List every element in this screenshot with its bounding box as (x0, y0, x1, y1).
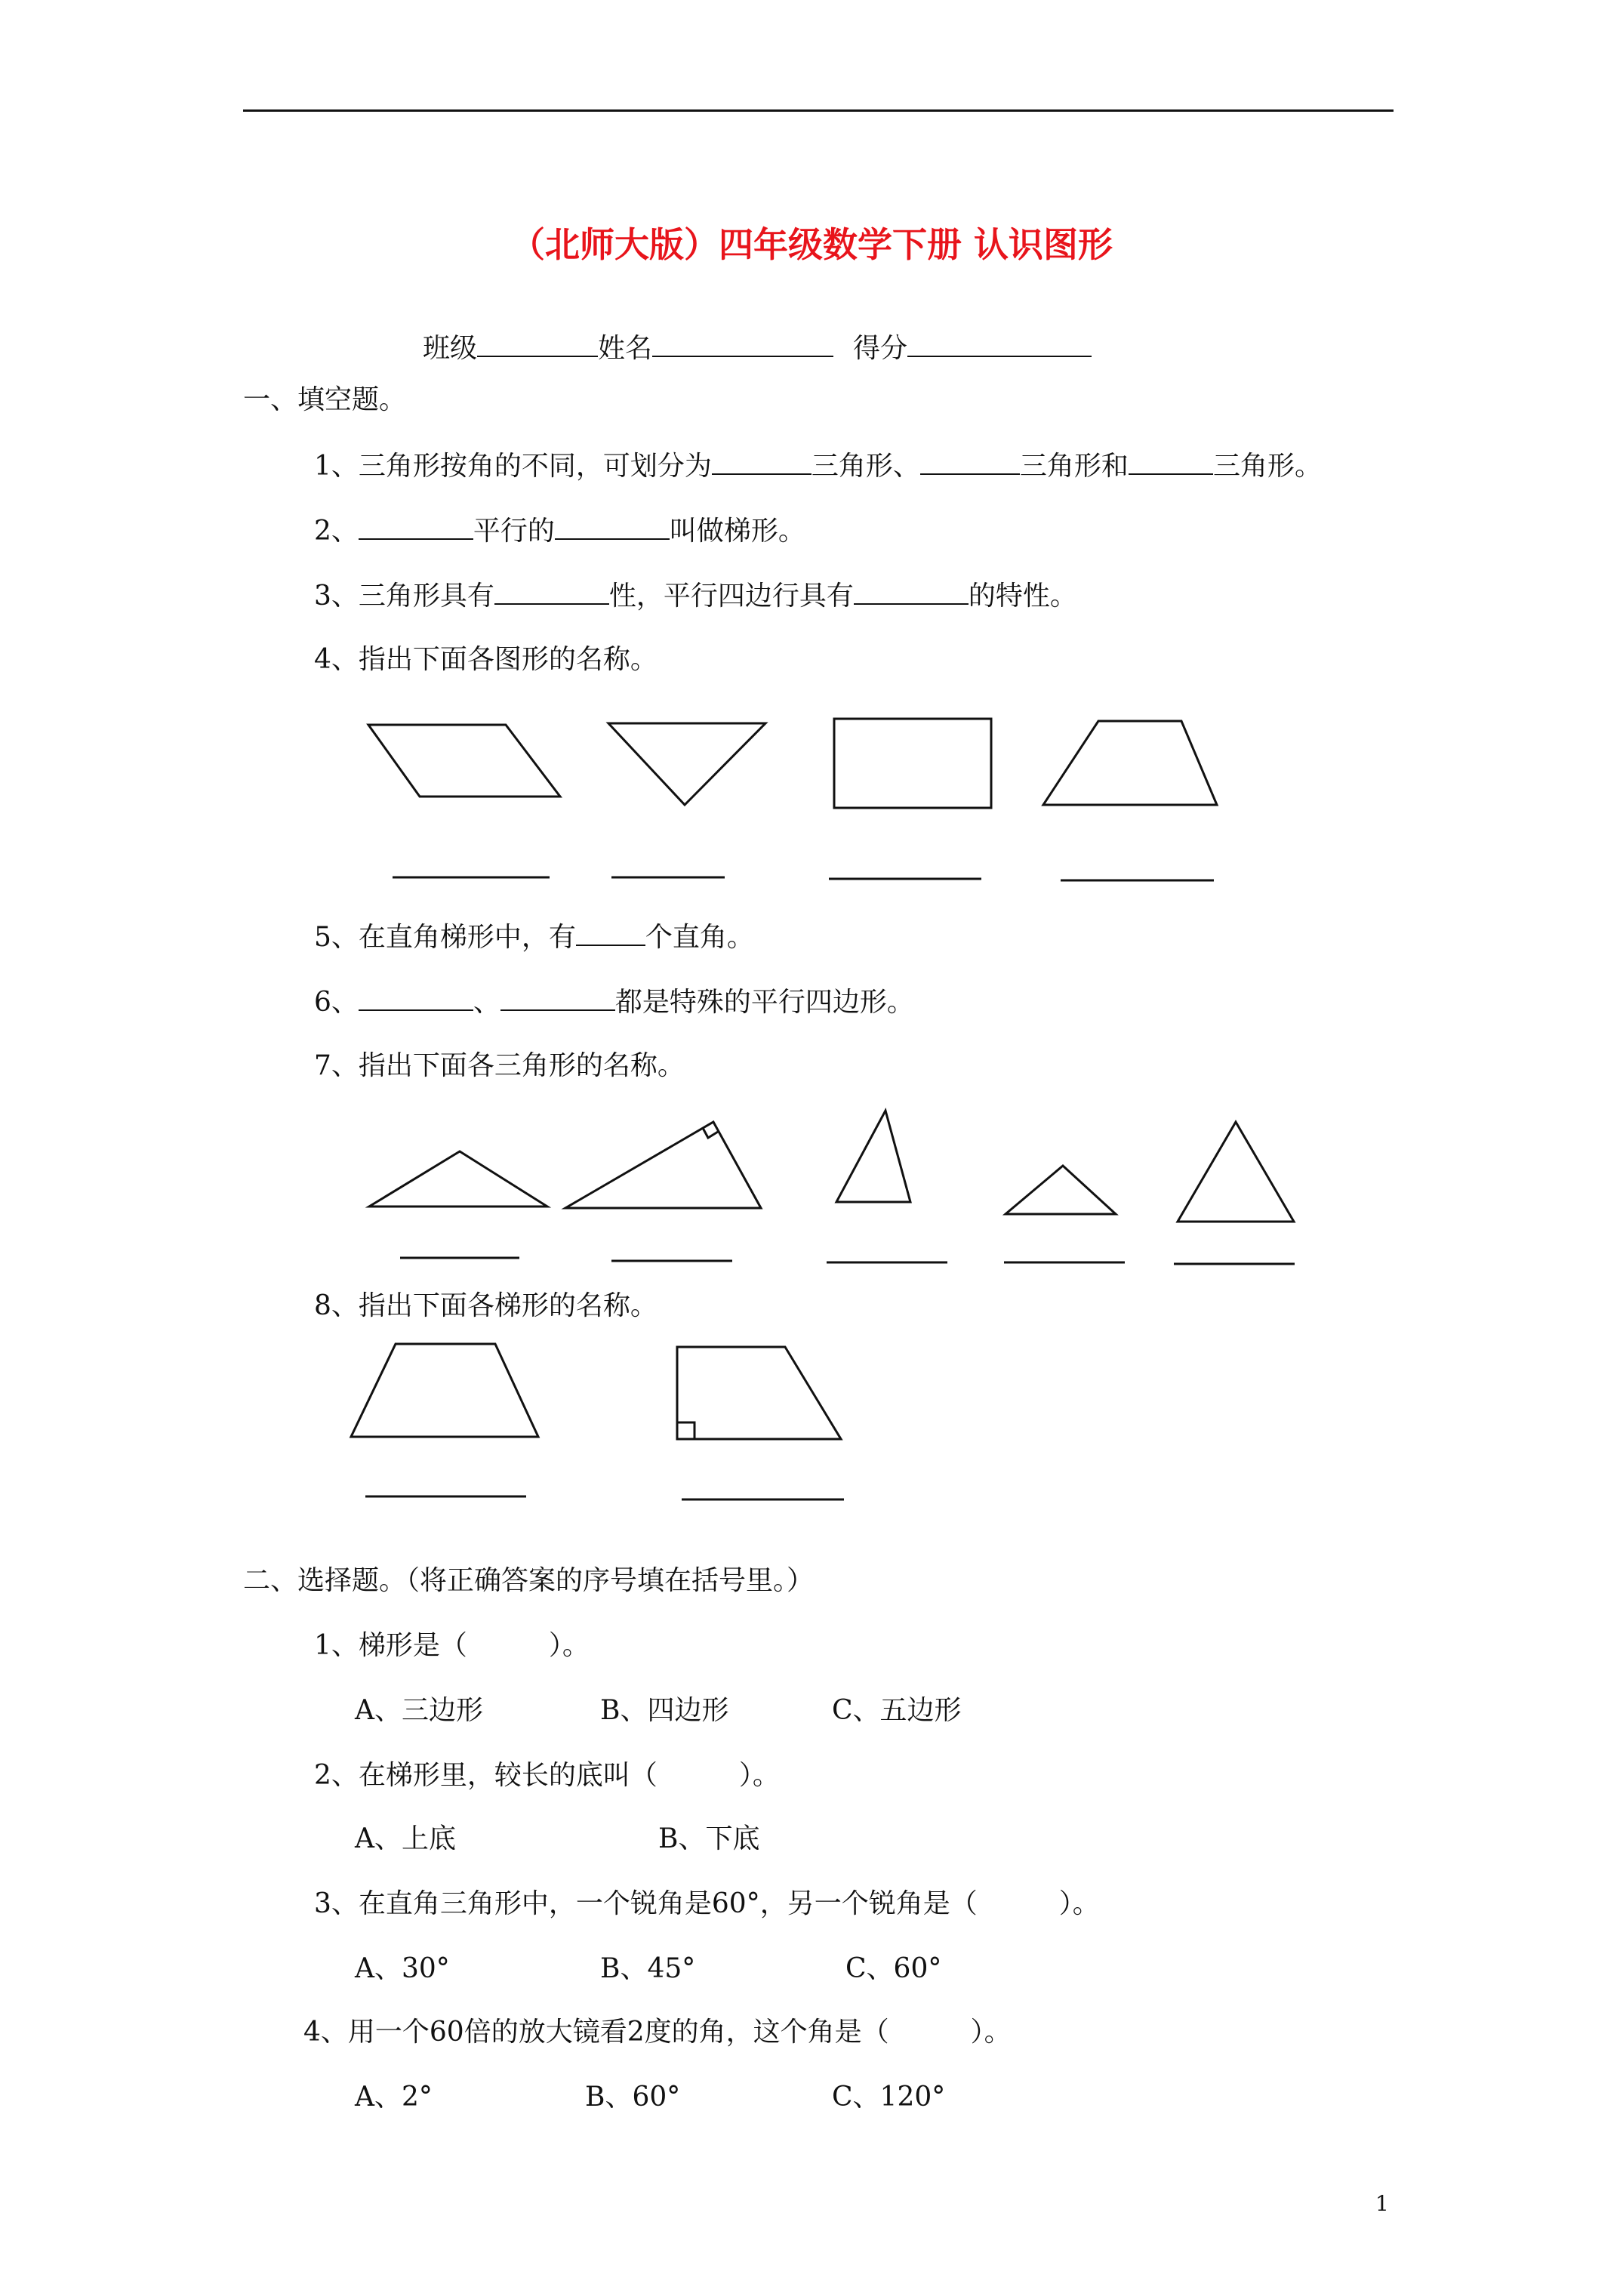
right-trapezoid-shape (677, 1347, 841, 1439)
question-1-4: 4、指出下面各图形的名称。 (314, 644, 658, 675)
option-2-2-a[interactable]: A、上底 (355, 1823, 456, 1854)
score-blank[interactable] (907, 333, 1092, 357)
option-2-1-b[interactable]: B、四边形 (600, 1695, 729, 1726)
parallelogram-shape (368, 725, 560, 797)
question-1-7: 7、指出下面各三角形的名称。 (314, 1050, 685, 1081)
option-2-3-a[interactable]: A、30° (355, 1953, 450, 1984)
obtuse-triangle-shape (369, 1151, 547, 1207)
question-1-2: 2、 平行的 叫做梯形。 (314, 516, 805, 547)
answer-blank[interactable] (359, 516, 473, 540)
option-2-1-a[interactable]: A、三边形 (355, 1695, 483, 1726)
isosceles-trapezoid-shape (351, 1344, 538, 1437)
section1-heading: 一、填空题。 (243, 384, 407, 415)
page-title: （北师大版）四年级数学下册 认识图形 (510, 224, 1113, 265)
option-2-4-c[interactable]: C、120° (832, 2082, 946, 2113)
acute-triangle-shape (836, 1111, 910, 1202)
question-1-3: 3、三角形具有 性，平行四边行具有 的特性。 (314, 581, 1077, 612)
trapezoid-shape (1043, 721, 1217, 805)
section2-heading: 二、选择题。（将正确答案的序号填在括号里。） (243, 1565, 815, 1596)
score-label: 得分 (853, 333, 908, 364)
page-number: 1 (1375, 2191, 1389, 2216)
question-1-1: 1、三角形按角的不同，可划分为 三角形、 三角形和 三角形。 (314, 451, 1322, 482)
question-2-3: 3、在直角三角形中，一个锐角是60°，另一个锐角是（ ）。 (314, 1888, 1100, 1919)
right-angle-mark (703, 1128, 718, 1138)
question-2-2: 2、在梯形里，较长的底叫（ ）。 (314, 1760, 780, 1791)
option-2-3-b[interactable]: B、45° (600, 1953, 696, 1984)
question-2-1: 1、梯形是（ ）。 (314, 1630, 590, 1661)
answer-blank[interactable] (494, 581, 609, 605)
answer-blank[interactable] (576, 922, 645, 946)
trapezoids-figure (0, 0, 1, 1)
inverted-triangle-shape (608, 723, 765, 805)
class-label: 班级 (423, 333, 478, 364)
question-1-5: 5、在直角梯形中，有 个直角。 (314, 922, 754, 953)
option-2-4-a[interactable]: A、2° (355, 2082, 433, 2113)
option-2-3-c[interactable]: C、60° (845, 1953, 942, 1984)
equilateral-triangle-shape (1178, 1122, 1294, 1222)
answer-blank[interactable] (359, 987, 473, 1011)
right-triangle-shape (565, 1122, 761, 1208)
option-2-2-b[interactable]: B、下底 (658, 1823, 760, 1854)
answer-blank[interactable] (854, 581, 969, 605)
rectangle-shape (834, 719, 991, 808)
answer-blank[interactable] (712, 451, 812, 475)
right-angle-mark (677, 1422, 694, 1439)
name-label: 姓名 (598, 333, 653, 364)
answer-blank[interactable] (500, 987, 615, 1011)
answer-blank[interactable] (1129, 451, 1213, 475)
student-info-row (423, 332, 1092, 365)
class-blank[interactable] (477, 333, 598, 357)
header-rule (243, 109, 1394, 112)
answer-blank[interactable] (920, 451, 1020, 475)
answer-blank[interactable] (555, 516, 670, 540)
name-blank[interactable] (652, 333, 833, 357)
option-2-1-c[interactable]: C、五边形 (832, 1695, 962, 1726)
question-1-6: 6、 、 都是特殊的平行四边形。 (314, 987, 914, 1018)
option-2-4-b[interactable]: B、60° (585, 2082, 681, 2113)
question-1-8: 8、指出下面各梯形的名称。 (314, 1290, 658, 1321)
small-triangle-shape (1006, 1166, 1116, 1214)
question-2-4: 4、用一个60倍的放大镜看2度的角，这个角是（ ）。 (303, 2017, 1012, 2048)
